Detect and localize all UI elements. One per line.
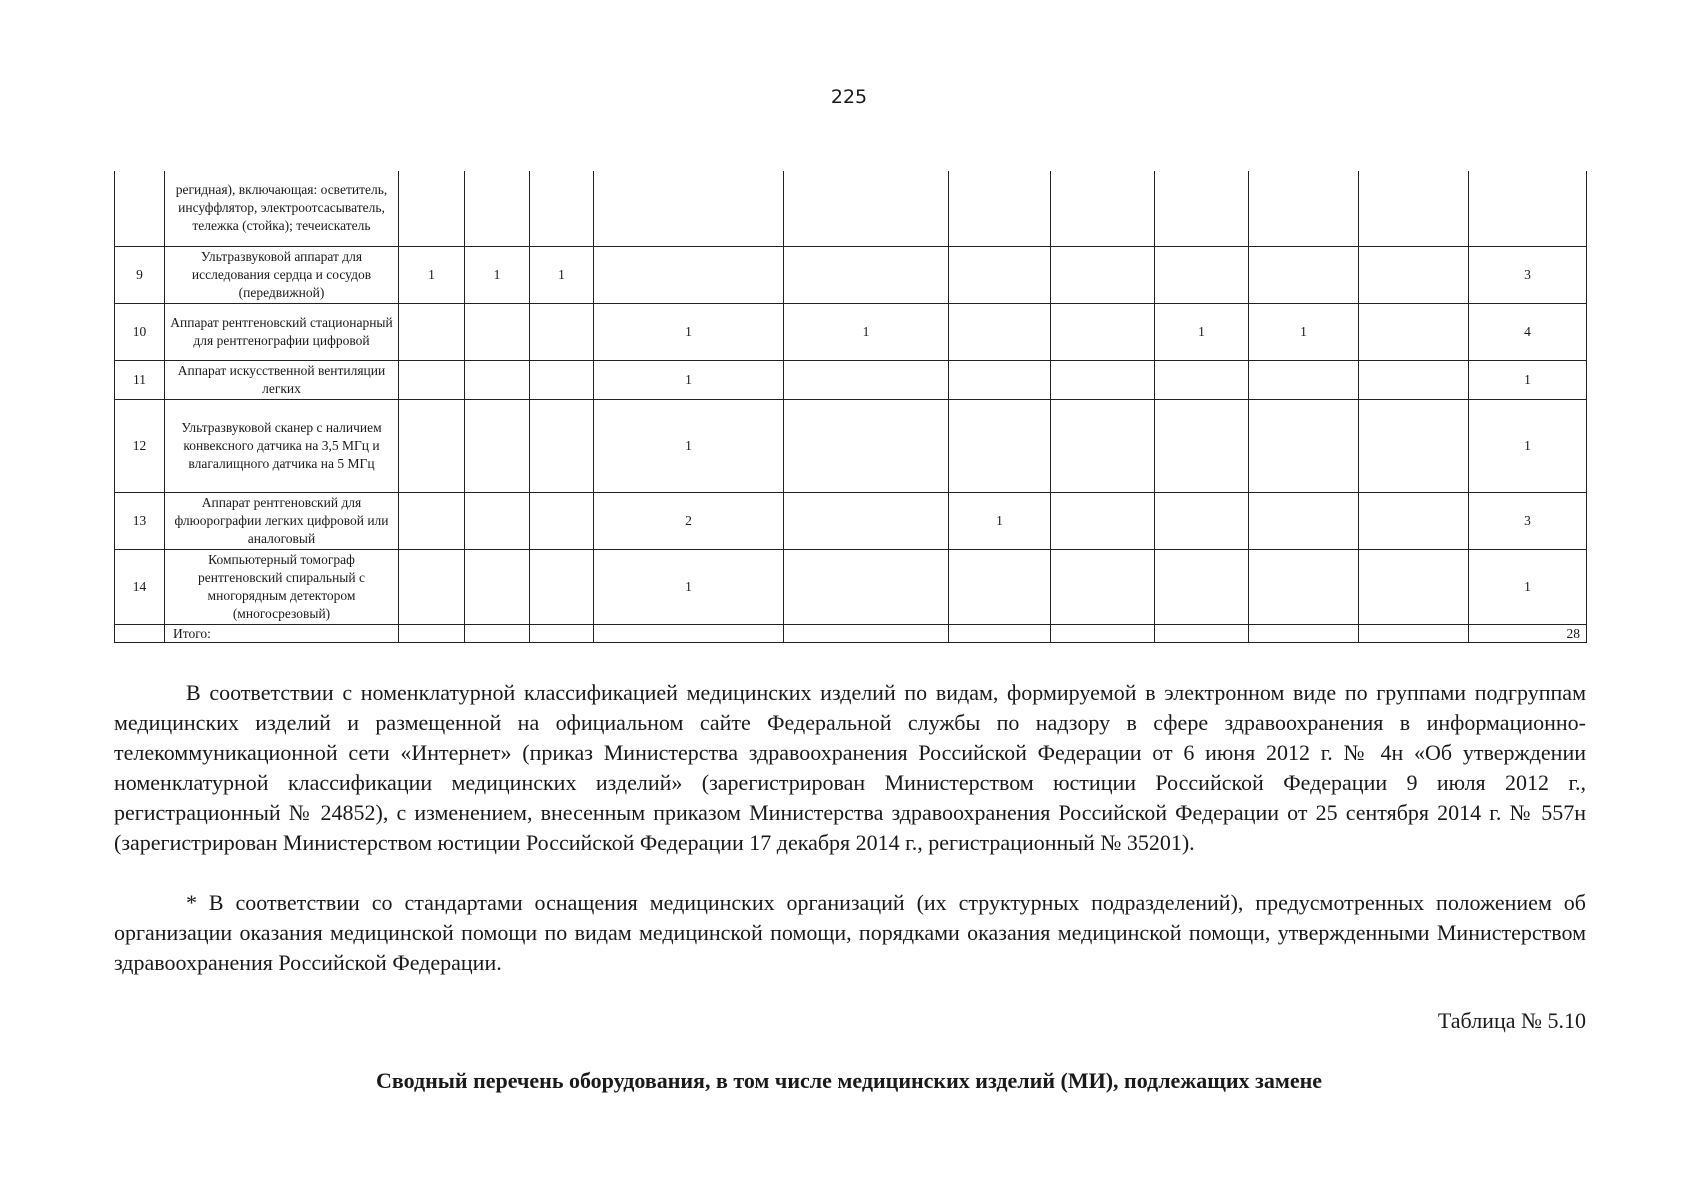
empty-cell [1155, 624, 1249, 642]
row-number: 12 [115, 399, 165, 492]
quantity-cell [949, 246, 1051, 303]
empty-cell [1249, 624, 1359, 642]
table-caption: Таблица № 5.10 [1437, 1008, 1586, 1033]
quantity-cell [465, 492, 530, 549]
row-number: 10 [115, 303, 165, 360]
quantity-cell [1359, 171, 1469, 246]
quantity-cell [784, 171, 949, 246]
row-number [115, 171, 165, 246]
row-total: 1 [1469, 549, 1587, 624]
empty-cell [784, 624, 949, 642]
equipment-name: Ультразвуковой аппарат для исследования сердца и сосудов (передвижной) [165, 246, 399, 303]
quantity-cell [1155, 246, 1249, 303]
table-row [115, 549, 1587, 624]
quantity-cell: 1 [594, 549, 784, 624]
table-row [115, 360, 1587, 399]
quantity-cell [530, 399, 594, 492]
table-row [115, 492, 1587, 549]
quantity-cell: 1 [399, 246, 465, 303]
quantity-cell [465, 360, 530, 399]
quantity-cell [399, 360, 465, 399]
quantity-cell [465, 303, 530, 360]
quantity-cell [530, 360, 594, 399]
quantity-cell [1249, 549, 1359, 624]
quantity-cell [465, 171, 530, 246]
quantity-cell [949, 399, 1051, 492]
empty-cell [949, 624, 1051, 642]
quantity-cell: 1 [594, 303, 784, 360]
quantity-cell [1359, 399, 1469, 492]
quantity-cell [1359, 492, 1469, 549]
row-total: 3 [1469, 492, 1587, 549]
quantity-cell [530, 303, 594, 360]
row-number: 14 [115, 549, 165, 624]
table-row [115, 303, 1587, 360]
quantity-cell: 1 [465, 246, 530, 303]
quantity-cell [1155, 360, 1249, 399]
table-row [115, 171, 1587, 246]
quantity-cell: 1 [1249, 303, 1359, 360]
quantity-cell [530, 171, 594, 246]
equipment-name: регидная), включающая: осветитель, инсуффлятор, электроотсасыватель, тележка (стойка); течеискатель [165, 171, 399, 246]
total-label: Итого: [165, 624, 399, 642]
quantity-cell [1051, 492, 1155, 549]
paragraph-footnote: * В соответствии со стандартами оснащения медицинских организаций (их структурных подразделений), предусмотренных положением об организации оказания медицинской помощи по видам медицинской помощи, порядками оказания медицинской помощи, утвержденными Министерством здравоохранения Российской Федерации. [114, 890, 1586, 975]
quantity-cell [1249, 399, 1359, 492]
quantity-cell [784, 492, 949, 549]
quantity-cell [1359, 549, 1469, 624]
quantity-cell [1051, 246, 1155, 303]
empty-cell [1359, 624, 1469, 642]
row-number: 9 [115, 246, 165, 303]
quantity-cell [784, 399, 949, 492]
quantity-cell [1359, 303, 1469, 360]
quantity-cell: 1 [530, 246, 594, 303]
page-number: 225 [830, 86, 868, 108]
paragraph-classification: В соответствии с номенклатурной классификацией медицинских изделий по видам, формируемой в электронном виде по группами подгруппам медицинских изделий и размещенной на официальном сайте Федеральной службы по надзору в сфере здравоохранения в информационно-телекоммуникационной сети «Интернет» (приказ Министерства здравоохранения Российской Федерации от 6 июня 2012 г. № 4н «Об утверждении номенклатурной классификации медицинских изделий» (зарегистрирован Министерством юстиции Российской Федерации 9 июля 2012 г., регистрационный № 24852), с изменением, внесенным приказом Министерства здравоохранения Российской Федерации от 25 сентября 2014 г. № 557н (зарегистрирован Министерством юстиции Российской Федерации 17 декабря 2014 г., регистрационный № 35201). [114, 680, 1586, 855]
quantity-cell [399, 399, 465, 492]
quantity-cell [594, 246, 784, 303]
quantity-cell: 1 [1155, 303, 1249, 360]
quantity-cell [465, 399, 530, 492]
equipment-name: Ультразвуковой сканер с наличием конвексного датчика на 3,5 МГц и влагалищного датчика на 5 МГц [165, 399, 399, 492]
quantity-cell [399, 492, 465, 549]
quantity-cell [784, 549, 949, 624]
quantity-cell [1051, 303, 1155, 360]
row-number: 13 [115, 492, 165, 549]
equipment-name: Аппарат искусственной вентиляции легких [165, 360, 399, 399]
quantity-cell [399, 303, 465, 360]
quantity-cell [594, 171, 784, 246]
quantity-cell [949, 303, 1051, 360]
empty-cell [465, 624, 530, 642]
row-number: 11 [115, 360, 165, 399]
quantity-cell [1359, 360, 1469, 399]
table-row [115, 246, 1587, 303]
equipment-name: Аппарат рентгеновский стационарный для рентгенографии цифровой [165, 303, 399, 360]
quantity-cell [399, 171, 465, 246]
quantity-cell [1051, 399, 1155, 492]
summary-title: Сводный перечень оборудования, в том числе медицинских изделий (МИ), подлежащих замене [375, 1068, 1323, 1093]
quantity-cell [1359, 246, 1469, 303]
empty-cell [594, 624, 784, 642]
quantity-cell: 1 [594, 360, 784, 399]
quantity-cell [949, 171, 1051, 246]
quantity-cell [399, 549, 465, 624]
row-total [1469, 171, 1587, 246]
quantity-cell [1249, 246, 1359, 303]
quantity-cell [1249, 171, 1359, 246]
equipment-name: Компьютерный томограф рентгеновский спиральный с многорядным детектором (многосрезовый) [165, 549, 399, 624]
row-total: 1 [1469, 399, 1587, 492]
quantity-cell [784, 246, 949, 303]
quantity-cell: 2 [594, 492, 784, 549]
quantity-cell [949, 549, 1051, 624]
equipment-name: Аппарат рентгеновский для флюорографии легких цифровой или аналоговый [165, 492, 399, 549]
row-total: 1 [1469, 360, 1587, 399]
empty-cell [115, 624, 165, 642]
quantity-cell [530, 492, 594, 549]
empty-cell [1051, 624, 1155, 642]
quantity-cell [530, 549, 594, 624]
quantity-cell [1155, 549, 1249, 624]
quantity-cell [1051, 360, 1155, 399]
empty-cell [399, 624, 465, 642]
quantity-cell [1249, 360, 1359, 399]
quantity-cell [784, 360, 949, 399]
row-total: 3 [1469, 246, 1587, 303]
quantity-cell [1051, 549, 1155, 624]
quantity-cell [465, 549, 530, 624]
quantity-cell [1155, 171, 1249, 246]
table-row [115, 399, 1587, 492]
quantity-cell [1051, 171, 1155, 246]
quantity-cell [949, 360, 1051, 399]
row-total: 4 [1469, 303, 1587, 360]
total-row [115, 624, 1587, 642]
quantity-cell: 1 [949, 492, 1051, 549]
grand-total: 28 [1469, 624, 1587, 642]
empty-cell [530, 624, 594, 642]
equipment-table [114, 171, 1587, 643]
quantity-cell [1155, 399, 1249, 492]
quantity-cell: 1 [784, 303, 949, 360]
quantity-cell [1155, 492, 1249, 549]
quantity-cell: 1 [594, 399, 784, 492]
quantity-cell [1249, 492, 1359, 549]
